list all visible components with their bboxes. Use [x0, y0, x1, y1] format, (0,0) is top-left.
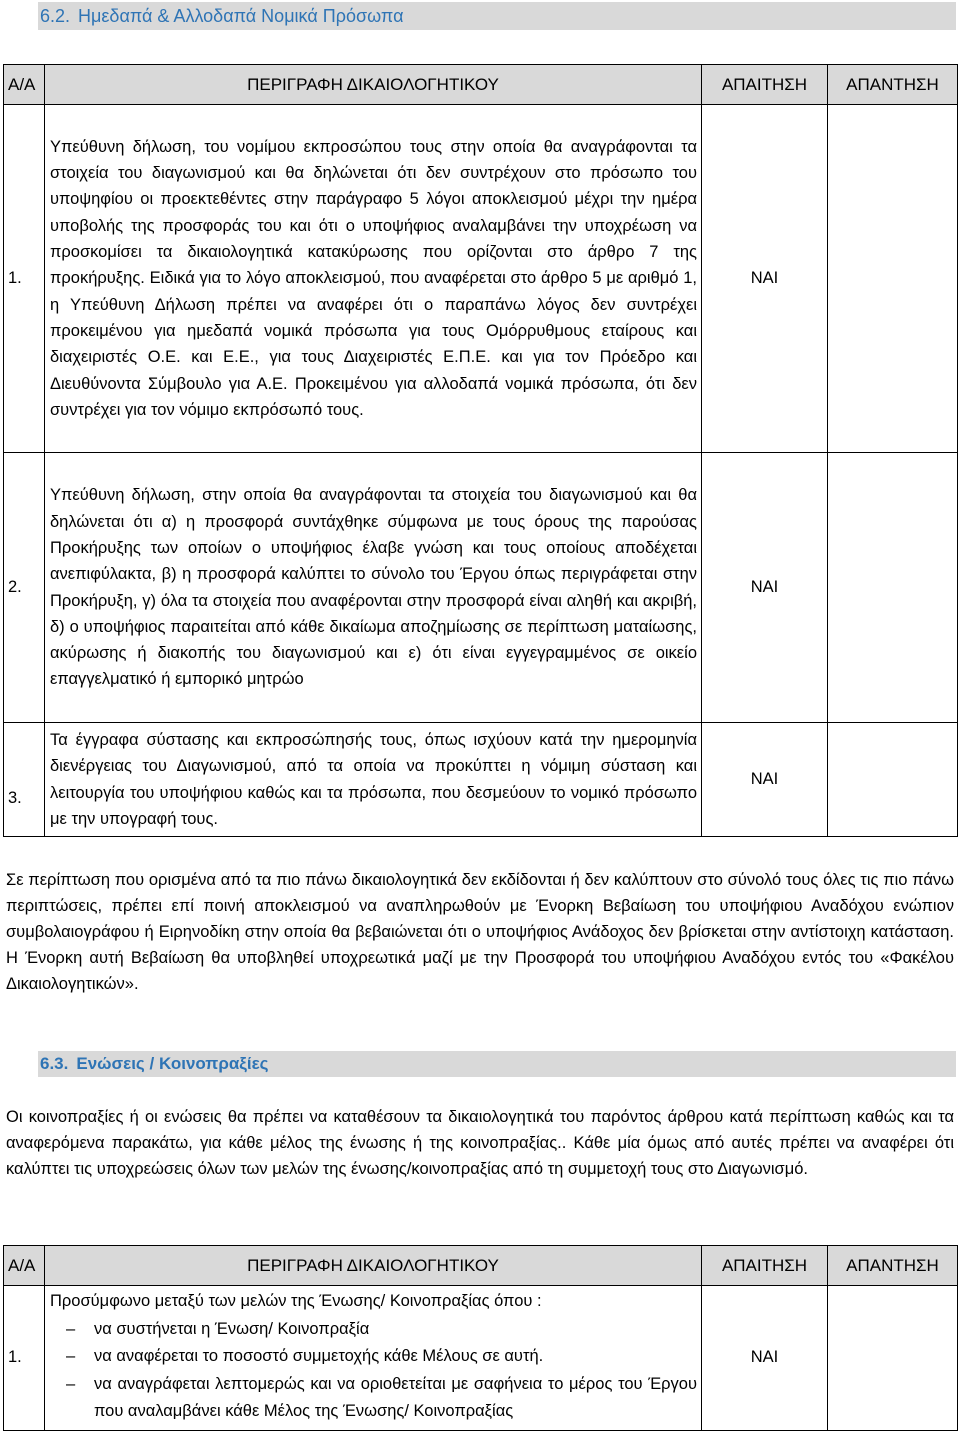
paragraph-sworn-statement: Σε περίπτωση που ορισμένα από τα πιο πάνω δικαιολογητικά δεν εκδίδονται ή δεν καλύπτουν στο σύνολό τους όλες τις πιο πάνω περιπτώσεις, πρέπει επί ποινή αποκλεισμού να αναπληρωθούν με Ένορκη Βεβαίωση του υποψήφιου Αναδόχου ενώπιον συμβολαιογράφου ή Ειρηνοδίκη στην οποία θα βεβαιώνεται ότι ο υποψήφιος Ανάδοχος δεν βρίσκεται στην αντίστοιχη κατάσταση. Η Ένορκη αυτή Βεβαίωση θα υποβληθεί υποχρεωτικά μαζί με την Προσφορά του υποψήφιου Αναδόχου εντός του «Φακέλου Δικαιολογητικών». — [6, 871, 954, 993]
table-row — [4, 105, 958, 453]
row-intro: Προσύμφωνο μεταξύ των μελών της Ένωσης/ Κοινοπραξίας όπου : — [50, 1292, 542, 1310]
row-requirement: ΝΑΙ — [702, 105, 828, 453]
table-row — [4, 453, 958, 723]
header-answer: ΑΠΑΝΤΗΣΗ — [828, 65, 958, 105]
row-number: 3. — [4, 723, 45, 837]
header-aa: Α/Α — [4, 65, 45, 105]
header-description: ΠΕΡΙΓΡΑΦΗ ΔΙΚΑΙΟΛΟΓΗΤΙΚΟΥ — [45, 65, 702, 105]
row-answer[interactable] — [828, 1286, 958, 1431]
row-number: 2. — [4, 453, 45, 723]
section-title: Ημεδαπά & Αλλοδαπά Νομικά Πρόσωπα — [78, 6, 404, 26]
row-answer[interactable] — [828, 105, 958, 453]
row-description — [45, 1286, 702, 1431]
table-header-row — [4, 65, 958, 105]
list-item: – να συστήνεται η Ένωση/ Κοινοπραξία — [50, 1316, 697, 1344]
list-item: – να αναγράφεται λεπτομερώς και να οριοθετείται με σαφήνεια το μέρος του Έργου που αναλαμβάνει κάθε Μέλος της Ένωσης/ Κοινοπραξίας — [50, 1371, 697, 1426]
paragraph-joint-ventures: Οι κοινοπραξίες ή οι ενώσεις θα πρέπει να καταθέσουν τα δικαιολογητικά του παρόντος άρθρου κατά περίπτωση καθώς και τα αναφερόμενα παρακάτω, για κάθε μέλος της ένωσης ή της κοινοπραξίας.. Κάθε μία όμως από αυτές πρέπει να αναφέρει ότι καλύπτει τις υποχρεώσεις όλων των μελών της ένωσης/κοινοπραξίας από τη συμμετοχή τους στο Διαγωνισμό. — [6, 1108, 954, 1178]
requirements-table-6-3 — [3, 1245, 958, 1431]
table-row — [4, 1286, 958, 1431]
table-header-row — [4, 1246, 958, 1286]
section-number: 6.3. — [40, 1054, 69, 1073]
header-requirement: ΑΠΑΙΤΗΣΗ — [702, 1246, 828, 1286]
requirement-bullet-list — [50, 1316, 697, 1426]
section-heading-6-2 — [38, 2, 956, 30]
header-description: ΠΕΡΙΓΡΑΦΗ ΔΙΚΑΙΟΛΟΓΗΤΙΚΟΥ — [45, 1246, 702, 1286]
row-description: Τα έγγραφα σύστασης και εκπροσώπησής τους, όπως ισχύουν κατά την ημερομηνία διενέργειας του Διαγωνισμού, από τα οποία να προκύπτει η νόμιμη σύσταση και λειτουργία του υποψήφιου καθώς και τα πρόσωπα, που δεσμεύουν το νομικό πρόσωπο με την υπογραφή τους. — [45, 723, 702, 837]
section-title: Ενώσεις / Κοινοπραξίες — [76, 1054, 269, 1073]
row-answer[interactable] — [828, 453, 958, 723]
header-answer: ΑΠΑΝΤΗΣΗ — [828, 1246, 958, 1286]
header-aa: Α/Α — [4, 1246, 45, 1286]
row-number: 1. — [4, 105, 45, 453]
row-requirement: ΝΑΙ — [702, 723, 828, 837]
row-requirement: ΝΑΙ — [702, 453, 828, 723]
header-requirement: ΑΠΑΙΤΗΣΗ — [702, 65, 828, 105]
row-description: Υπεύθυνη δήλωση, στην οποία θα αναγράφονται τα στοιχεία του διαγωνισμού και θα δηλώνεται ότι α) η προσφορά συντάχθηκε σύμφωνα με τους όρους της παρούσας Προκήρυξης των οποίων ο υποψήφιος έλαβε γνώση και τους οποίους αποδέχεται ανεπιφύλακτα, β) η προσφορά καλύπτει το σύνολο του Έργου όπως περιγράφεται στην Προκήρυξη, γ) όλα τα στοιχεία που αναφέρονται στην προσφορά είναι αληθή και ακριβή, δ) ο υποψήφιος παραιτείται από κάθε δικαίωμα αποζημίωσης σε περίπτωση ματαίωσης, ακύρωσης ή διακοπής του διαγωνισμού και ε) ότι είναι εγγεγραμμένος σε οικείο επαγγελματικό ή εμπορικό μητρώο — [45, 453, 702, 723]
row-answer[interactable] — [828, 723, 958, 837]
row-description: Υπεύθυνη δήλωση, του νομίμου εκπροσώπου τους στην οποία θα αναγράφονται τα στοιχεία του διαγωνισμού και θα δηλώνεται ότι δεν συντρέχουν στο πρόσωπο του υποψηφίου οι προεκτεθέντες στην παράγραφο 5 λόγοι αποκλεισμού μέχρι την ημέρα υποβολής της προσφοράς του και ότι ο υποψήφιος αναλαμβάνει την υποχρέωση να προσκομίσει τα δικαιολογητικά κατακύρωσης που ορίζονται στο άρθρο 7 της προκήρυξης. Ειδικά για το λόγο αποκλεισμού, που αναφέρεται στο άρθρο 5 με αριθμό 1, η Υπεύθυνη Δήλωση πρέπει να αναφέρει ότι ο παραπάνω λόγος δεν συντρέχει προκειμένου για ημεδαπά νομικά πρόσωπα για τους Ομόρρυθμους εταίρους και διαχειριστές Ο.Ε. και Ε.Ε., για τους Διαχειριστές Ε.Π.Ε. και για τον Πρόεδρο και Διευθύνοντα Σύμβουλο για Α.Ε. Προκειμένου για αλλοδαπά νομικά πρόσωπα, ότι δεν συντρέχει για τον νόμιμο εκπρόσωπό τους. — [45, 105, 702, 453]
table-row — [4, 723, 958, 837]
section-heading-6-3 — [38, 1051, 956, 1077]
list-item: – να αναφέρεται το ποσοστό συμμετοχής κάθε Μέλους σε αυτή. — [50, 1343, 697, 1371]
row-requirement: ΝΑΙ — [702, 1286, 828, 1431]
row-number: 1. — [4, 1286, 45, 1431]
section-number: 6.2. — [40, 6, 71, 26]
requirements-table-6-2 — [3, 64, 958, 837]
